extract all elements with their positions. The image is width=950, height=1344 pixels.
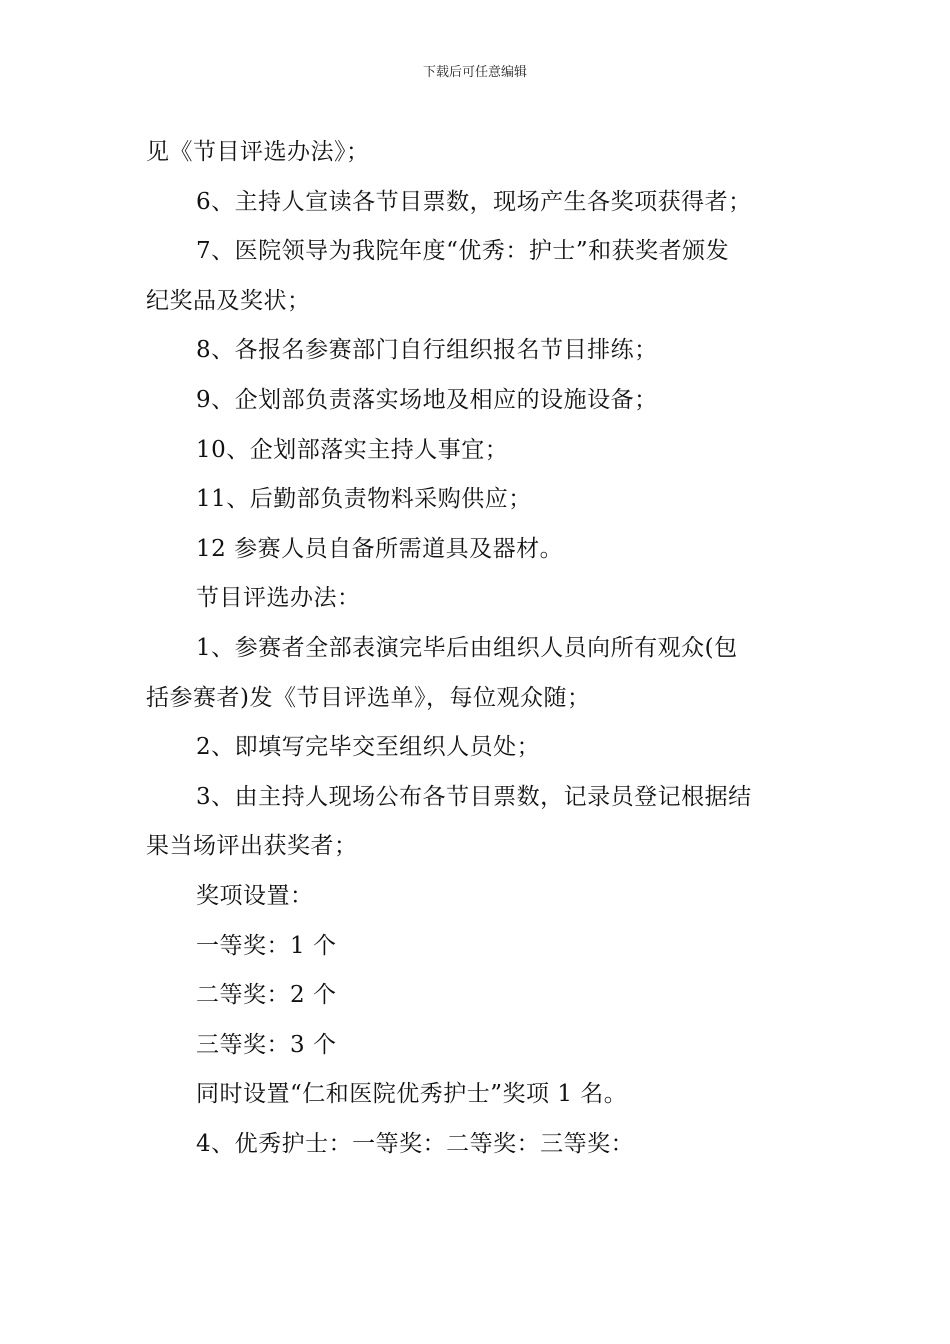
paragraph-line: 纪奖品及奖状； — [146, 287, 311, 314]
paragraph-line: 2、即填写完毕交至组织人员处； — [196, 734, 541, 761]
paragraph-line: 10、企划部落实主持人事宜； — [196, 436, 509, 463]
page-header: 下载后可任意编辑 — [422, 65, 527, 80]
paragraph-line: 见《节目评选办法》； — [146, 139, 370, 165]
paragraph-line: 1、参赛者全部表演完毕后由组织人员向所有观众(包 — [196, 634, 738, 661]
award-item-second: 二等奖：2 个 — [196, 982, 337, 1009]
paragraph-line: 8、各报名参赛部门自行组织报名节目排练； — [196, 337, 658, 364]
section-heading: 节目评选办法： — [196, 585, 361, 612]
paragraph-line: 括参赛者)发《节目评选单》，每位观众随； — [146, 684, 591, 711]
award-item-third: 三等奖：3 个 — [196, 1031, 337, 1058]
paragraph-line: 6、主持人宣读各节目票数，现场产生各奖项获得者； — [196, 188, 752, 215]
section-heading: 奖项设置： — [196, 882, 314, 909]
award-item-first: 一等奖：1 个 — [196, 932, 337, 959]
document-body — [146, 128, 808, 1169]
paragraph-line: 7、医院领导为我院年度“优秀：护士”和获奖者颁发 — [196, 238, 730, 265]
paragraph-line: 果当场评出获奖者； — [146, 833, 358, 860]
paragraph-line: 9、企划部负责落实场地及相应的设施设备； — [196, 386, 658, 413]
paragraph-line: 11、后勤部负责物料采购供应； — [196, 486, 532, 513]
paragraph-line: 12 参赛人员自备所需道具及器材。 — [196, 535, 564, 562]
paragraph-line: 4、优秀护士：一等奖：二等奖：三等奖： — [196, 1130, 635, 1157]
paragraph-line: 3、由主持人现场公布各节目票数，记录员登记根据结 — [196, 783, 752, 810]
paragraph-line: 同时设置“仁和医院优秀护士”奖项 1 名。 — [196, 1081, 628, 1108]
